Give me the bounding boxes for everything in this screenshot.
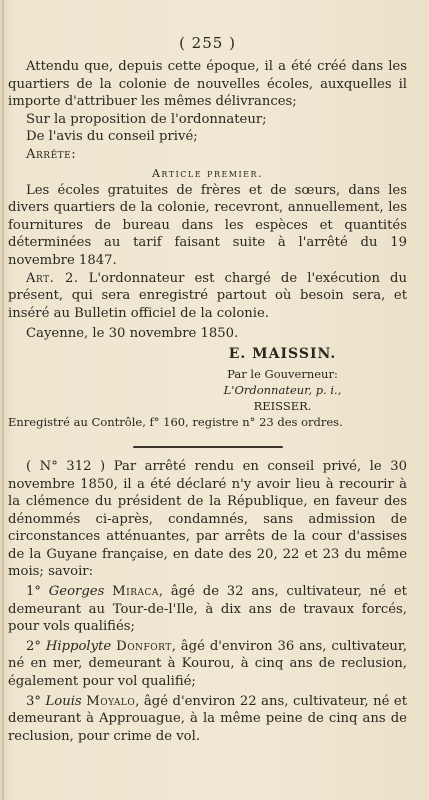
arrete-heading: Arrête: (26, 146, 77, 162)
item-first-name: Hippolyte (45, 638, 112, 654)
item-number: 2° (26, 638, 41, 654)
page-edge (2, 0, 4, 800)
item-last-name: Donfort (116, 638, 172, 654)
article-2-label: Art. 2. (26, 270, 79, 286)
paragraph-proposition: Sur la proposition de l'ordonnateur; (26, 111, 267, 127)
ordonnateur-line: L'Ordonnateur, p. i., (223, 382, 342, 397)
item-first-name: Louis (45, 693, 82, 709)
item-text: , âgé d'environ 22 ans, cultivateur, né et demeurant à Approuague, à la même peine de cinq ans de reclusion, pour crime de vol. (8, 693, 407, 744)
item-number: 3° (26, 693, 41, 709)
signature-reisser: REISSER. (253, 398, 312, 413)
decree-number: ( N° 312 ) (26, 458, 106, 474)
decree-intro-text: Par arrêté rendu en conseil privé, le 30 novembre 1850, il a été déclaré n'y avoir lieu à recourir à la clémence du président de la République, en faveur des dénommés ci-après, condamnés, sans admission de circonstances atténuantes, par arrêts de la cour d'assises de la Guyane française, en date des 20, 22 et 23 du même mois; savoir: (8, 458, 408, 580)
item-last-name: Miraca (112, 584, 159, 600)
paragraph-article-1: Les écoles gratuites de frères et de sœurs, dans les divers quartiers de la colonie, recevront, annuellement, les fournitures de bureau dans les espèces et quantités déterminées au tarif faisant suite à l'arrêté du 19 novembre 1847. (8, 182, 407, 268)
date-line: Cayenne, le 30 novembre 1850. (26, 326, 239, 342)
par-le-gouverneur: Par le Gouverneur: (227, 366, 338, 381)
page-number: ( 255 ) (179, 34, 236, 52)
paragraph-avis: De l'avis du conseil privé; (26, 129, 198, 145)
section-divider (133, 446, 283, 448)
list-item (8, 638, 407, 691)
signature-maissin: E. MAISSIN. (228, 345, 337, 362)
paragraph-attendu: Attendu que, depuis cette époque, il a été créé dans les quartiers de la colonie de nouvelles écoles, auxquelles il importe d'attribuer les mêmes délivrances; (8, 59, 407, 110)
article-2-text: L'ordonnateur est chargé de l'exécution du présent, qui sera enregistré partout où besoin sera, et inséré au Bulletin officiel de la colonie. (8, 270, 407, 321)
decree-intro (8, 458, 407, 581)
item-text: , âgé d'environ 36 ans, cultivateur, né en mer, demeurant à Kourou, à cinq ans de reclusion, également pour vol qualifié; (8, 638, 407, 690)
paragraph-article-2 (8, 270, 407, 323)
list-item (8, 693, 407, 746)
item-last-name: Moyalo (86, 693, 136, 709)
item-first-name: Georges (48, 584, 105, 600)
item-number: 1° (26, 584, 41, 600)
article-title: Article premier. (151, 166, 264, 180)
registered-line: Enregistré au Contrôle, f° 160, registre n° 23 des ordres. (8, 414, 343, 429)
list-item (8, 583, 407, 636)
item-text: , âgé de 32 ans, cultivateur, né et demeurant au Tour-de-l'Ile, à dix ans de travaux forcés, pour vols qualifiés; (8, 584, 407, 635)
signature-block (158, 346, 407, 414)
